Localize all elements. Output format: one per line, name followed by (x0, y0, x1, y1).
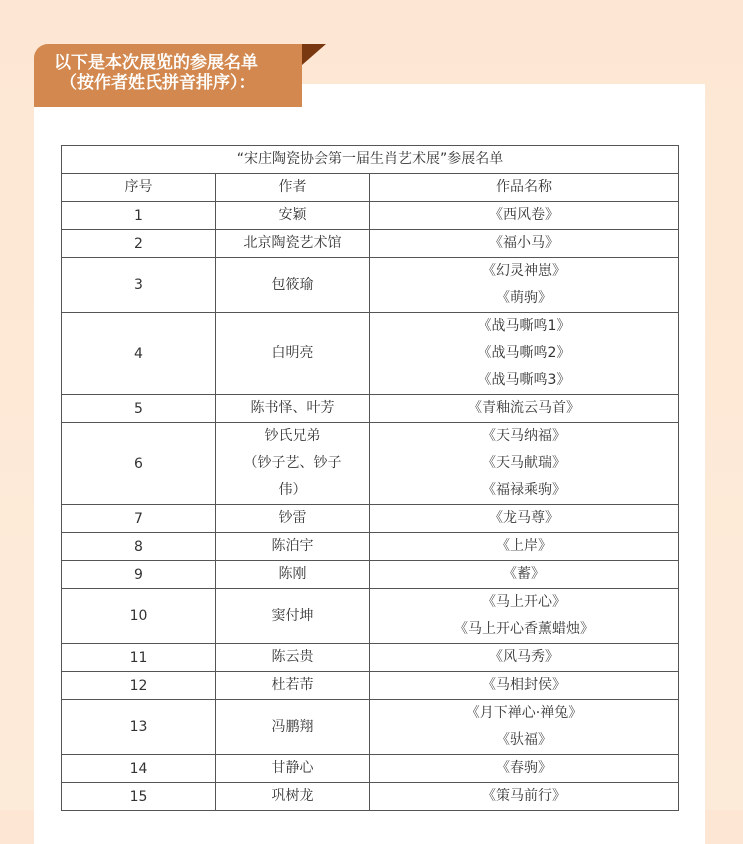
table-row (62, 395, 679, 423)
work-title: 《策马前行》 (482, 788, 566, 804)
table-row (62, 505, 679, 533)
work-title: 《龙马尊》 (489, 510, 559, 526)
cell-number: 10 (62, 589, 216, 644)
table-header-row (62, 174, 679, 202)
author-line: 陈云贵 (271, 649, 314, 665)
cell-works (370, 258, 679, 313)
work-title: 《天马纳福》 (482, 428, 566, 444)
table-row (62, 589, 679, 644)
cell-number: 11 (62, 644, 216, 672)
author-line: 陈刚 (278, 566, 307, 582)
cell-author (216, 230, 370, 258)
work-title: 《福小马》 (489, 235, 559, 251)
table-row (62, 258, 679, 313)
work-title: 《月下禅心·禅兔》 (465, 705, 583, 721)
cell-author (216, 533, 370, 561)
cell-works (370, 423, 679, 505)
cell-number: 4 (62, 313, 216, 395)
cell-author (216, 561, 370, 589)
cell-number: 7 (62, 505, 216, 533)
author-line: 窦付坤 (271, 607, 314, 624)
work-title: 《天马献瑞》 (482, 455, 566, 471)
cell-works (370, 533, 679, 561)
work-title: 《西风卷》 (489, 207, 559, 223)
cell-author (216, 313, 370, 395)
cell-works (370, 313, 679, 395)
header-number: 序号 (62, 174, 216, 202)
cell-works (370, 589, 679, 644)
author-line: 钞氏兄弟 (264, 428, 321, 444)
table-row (62, 700, 679, 755)
cell-author (216, 672, 370, 700)
author-line: 包筱瑜 (271, 276, 314, 293)
cell-works (370, 230, 679, 258)
work-title: 《幻灵神崽》 (482, 263, 566, 279)
table-row (62, 755, 679, 783)
work-title: 《战马嘶鸣3》 (477, 372, 571, 388)
cell-number: 9 (62, 561, 216, 589)
table-row (62, 533, 679, 561)
participant-table (61, 145, 679, 811)
author-line: 安颖 (278, 207, 307, 223)
banner-fold (302, 44, 326, 65)
work-title: 《风马秀》 (489, 649, 559, 665)
cell-number: 5 (62, 395, 216, 423)
header-works: 作品名称 (370, 174, 679, 202)
author-line: 陈泊宇 (271, 538, 314, 554)
cell-works (370, 644, 679, 672)
cell-author (216, 644, 370, 672)
banner-line-1: 以下是本次展览的参展名单 (54, 53, 258, 73)
cell-works (370, 505, 679, 533)
cell-works (370, 700, 679, 755)
author-line: 陈书怿、叶芳 (250, 400, 335, 416)
author-line: 伟） (278, 482, 307, 498)
cell-number: 14 (62, 755, 216, 783)
table-row (62, 561, 679, 589)
table-row (62, 672, 679, 700)
table-row (62, 783, 679, 811)
author-line: 北京陶瓷艺术馆 (243, 235, 342, 251)
cell-author (216, 258, 370, 313)
intro-banner (34, 44, 302, 107)
table-row (62, 202, 679, 230)
cell-author (216, 589, 370, 644)
table-row (62, 313, 679, 395)
work-title: 《马上开心》 (482, 594, 566, 610)
work-title: 《蓄》 (503, 566, 545, 582)
author-line: 甘静心 (271, 760, 314, 776)
author-line: 杜若芾 (271, 677, 314, 693)
banner-line-2: （按作者姓氏拼音排序）： (60, 73, 256, 93)
cell-number: 8 (62, 533, 216, 561)
cell-author (216, 755, 370, 783)
cell-author (216, 202, 370, 230)
table-row (62, 230, 679, 258)
cell-number: 13 (62, 700, 216, 755)
cell-number: 1 (62, 202, 216, 230)
work-title: 《青釉流云马首》 (468, 400, 580, 416)
work-title: 《驮福》 (496, 732, 552, 748)
author-line: （钞子艺、钞子 (243, 455, 342, 471)
cell-works (370, 561, 679, 589)
cell-number: 6 (62, 423, 216, 505)
cell-works (370, 202, 679, 230)
author-line: 白明亮 (271, 345, 314, 361)
work-title: 《马相封侯》 (482, 677, 566, 693)
cell-number: 12 (62, 672, 216, 700)
table-caption-row (62, 146, 679, 174)
work-title: 《马上开心香薰蜡烛》 (454, 621, 594, 637)
author-line: 钞雷 (278, 510, 307, 526)
table-row (62, 423, 679, 505)
work-title: 《上岸》 (496, 538, 552, 554)
cell-author (216, 783, 370, 811)
work-title: 《战马嘶鸣1》 (477, 318, 571, 334)
table-body (62, 202, 679, 811)
author-line: 巩树龙 (271, 788, 314, 804)
cell-number: 15 (62, 783, 216, 811)
cell-author (216, 395, 370, 423)
cell-number: 3 (62, 258, 216, 313)
work-title: 《萌驹》 (496, 290, 552, 306)
work-title: 《春驹》 (496, 760, 552, 776)
table-caption: “宋庄陶瓷协会第一届生肖艺术展”参展名单 (62, 146, 679, 174)
cell-author (216, 700, 370, 755)
author-line: 冯鹏翔 (271, 718, 314, 735)
cell-number: 2 (62, 230, 216, 258)
cell-author (216, 505, 370, 533)
header-author: 作者 (216, 174, 370, 202)
work-title: 《福禄乘驹》 (482, 482, 566, 498)
cell-works (370, 755, 679, 783)
cell-works (370, 395, 679, 423)
table-row (62, 644, 679, 672)
work-title: 《战马嘶鸣2》 (477, 345, 571, 361)
cell-works (370, 672, 679, 700)
cell-works (370, 783, 679, 811)
cell-author (216, 423, 370, 505)
